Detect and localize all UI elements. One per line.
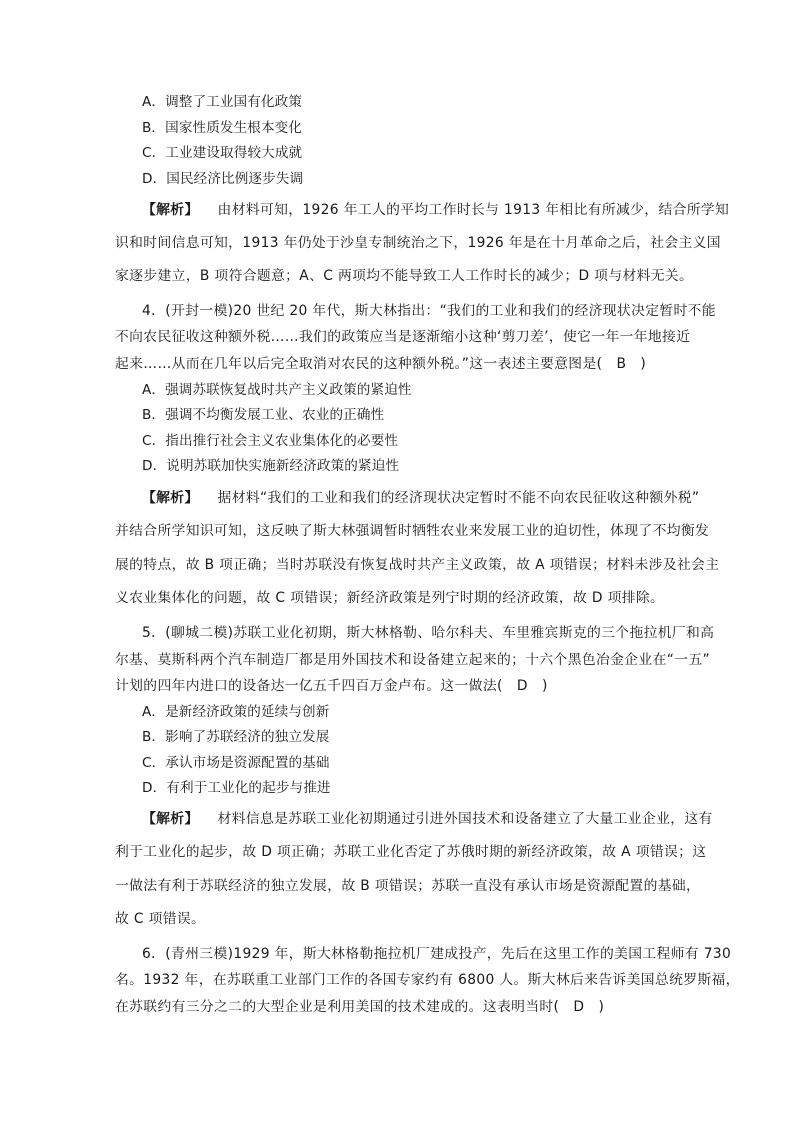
q5-stem-line-3: 计划的四年内进口的设备达一亿五千四百万金卢布。这一做法( D ) xyxy=(115,678,548,694)
q6-stem-line-3: 在苏联约有三分之二的大型企业是利用美国的技术建成的。这表明当时( D ) xyxy=(115,999,605,1015)
q5-stem-line-1: 5．(聊城二模)苏联工业化初期，斯大林格勒、哈尔科夫、车里雅宾斯克的三个拖拉机厂和高 xyxy=(142,625,715,641)
q4-option-c: C．指出推行社会主义农业集体化的必要性 xyxy=(142,433,399,449)
q4-stem-line-2: 不向农民征收这种额外税……我们的政策应当是逐渐缩小这种‘剪刀差’，使它一年一年地接近 xyxy=(115,329,691,345)
q4-stem-line-1: 4．(开封一模)20 世纪 20 年代，斯大林指出：“我们的工业和我们的经济现状决定暂时不能 xyxy=(142,303,716,319)
q4-option-b: B．强调不均衡发展工业、农业的正确性 xyxy=(142,407,385,423)
q5-analysis-line-3: 一做法有利于苏联经济的独立发展，故 B 项错误；苏联一直没有承认市场是资源配置的基础， xyxy=(115,878,701,894)
q4-analysis-line-3: 展的特点，故 B 项正确；当时苏联没有恢复战时共产主义政策，故 A 项错误；材料未涉及社会主 xyxy=(115,557,720,573)
q4-option-a: A．强调苏联恢复战时共产主义政策的紧迫性 xyxy=(142,382,412,398)
q5-option-b: B．影响了苏联经济的独立发展 xyxy=(142,729,330,745)
q3-analysis-line-2: 识和时间信息可知，1913 年仍处于沙皇专制统治之下，1926 年是在十月革命之后，社会主义国 xyxy=(115,235,721,251)
q3-analysis-line-1 xyxy=(142,204,729,218)
q4-option-d: D．说明苏联加快实施新经济政策的紧迫性 xyxy=(142,458,400,474)
q5-analysis-line-4: 故 C 项错误。 xyxy=(115,911,206,927)
q4-analysis-line-4: 义农业集体化的问题，故 C 项错误；新经济政策是列宁时期的经济政策，故 D 项排除。 xyxy=(115,590,665,606)
analysis-text: 由材料可知，1926 年工人的平均工作时长与 1913 年相比有所减少，结合所学知 xyxy=(217,202,730,218)
analysis-text: 据材料“我们的工业和我们的经济现状决定暂时不能不向农民征收这种额外税” xyxy=(217,490,700,506)
q6-stem-line-2: 名。1932 年，在苏联重工业部门工作的各国专家约有 6800 人。斯大林后来告诉美国总统罗斯福， xyxy=(115,972,740,988)
analysis-label: 【解析】 xyxy=(142,811,199,827)
analysis-text: 材料信息是苏联工业化初期通过引进外国技术和设备建立了大量工业企业，这有 xyxy=(217,811,713,827)
q4-stem-line-3: 起来……从而在几年以后完全取消对农民的这种额外税。”这一表述主要意图是( B ) xyxy=(115,356,647,372)
q3-option-a: A．调整了工业国有化政策 xyxy=(142,94,303,110)
q5-option-c: C．承认市场是资源配置的基础 xyxy=(142,755,330,771)
q5-option-d: D．有利于工业化的起步与推进 xyxy=(142,780,331,796)
analysis-label: 【解析】 xyxy=(142,202,199,218)
q5-analysis-line-2: 利于工业化的起步，故 D 项正确；苏联工业化否定了苏俄时期的新经济政策，故 A 项错误；这 xyxy=(115,844,707,860)
q3-option-b: B．国家性质发生根本变化 xyxy=(142,120,303,136)
q3-analysis-line-3: 家逐步建立，B 项符合题意；A、C 两项均不能导致工人工作时长的减少；D 项与材料无关。 xyxy=(115,268,694,284)
q6-stem-line-1: 6．(青州三模)1929 年，斯大林格勒拖拉机厂建成投产，先后在这里工作的美国工程师有 730 xyxy=(142,946,732,962)
q5-option-a: A．是新经济政策的延续与创新 xyxy=(142,704,330,720)
q5-stem-line-2: 尔基、莫斯科两个汽车制造厂都是用外国技术和设备建立起来的；十六个黑色冶金企业在“一五” xyxy=(115,652,711,668)
q4-analysis-line-1 xyxy=(142,492,699,506)
q3-option-d: D．国民经济比例逐步失调 xyxy=(142,171,304,187)
q5-analysis-line-1 xyxy=(142,813,713,827)
q3-option-c: C．工业建设取得较大成就 xyxy=(142,145,303,161)
q4-analysis-line-2: 并结合所学知识可知，这反映了斯大林强调暂时牺牲农业来发展工业的迫切性，体现了不均衡发 xyxy=(115,523,710,539)
analysis-label: 【解析】 xyxy=(142,490,199,506)
